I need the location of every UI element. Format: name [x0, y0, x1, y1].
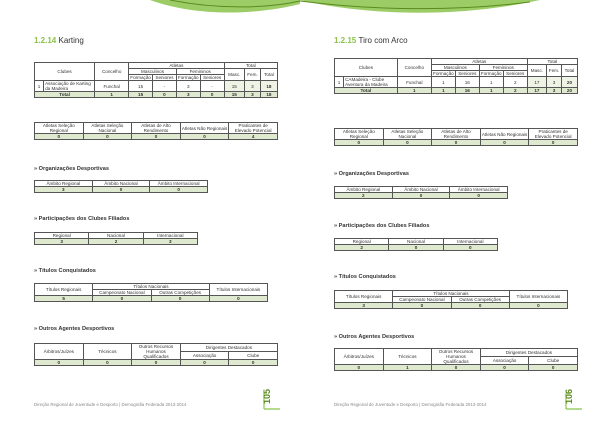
cell: 3: [245, 92, 261, 98]
total-row: [35, 92, 278, 98]
cell: 15: [129, 92, 153, 98]
cell: 3: [176, 81, 200, 92]
header-concelho: Concelho: [95, 63, 129, 81]
cell: 1: [479, 88, 503, 94]
cell: 2: [503, 77, 527, 88]
header-total: Total: [224, 63, 277, 69]
header-associacao: Associação: [480, 357, 529, 365]
header-nacional: Nacional: [389, 239, 443, 245]
cell: -: [153, 81, 177, 92]
cell: 0: [83, 134, 132, 140]
header-titulos-nacionais: Títulos Nacionais: [93, 284, 210, 290]
athletes-categories-table: [34, 122, 278, 140]
header-titulos-internacionais: Títulos Internacionais: [509, 291, 567, 303]
cell: 0: [451, 303, 509, 309]
header-ambito-regional: Âmbito Regional: [35, 181, 93, 187]
athletes-categories-table: [334, 128, 578, 146]
cell: 0: [153, 92, 177, 98]
club-name: CAMadeira - Clube Aventura da Madeira: [344, 77, 398, 88]
cell: 0: [35, 360, 84, 366]
header-seniores: Seniores: [153, 75, 177, 81]
cell: 3: [335, 303, 393, 309]
cell: 0: [209, 296, 267, 302]
cell: 2: [335, 193, 393, 199]
header-formacao: Formação: [130, 75, 151, 80]
concelho-cell: Funchal: [397, 77, 431, 88]
other-agents-table: [34, 343, 278, 366]
cell: 1: [479, 77, 503, 88]
cell: 4: [229, 134, 278, 140]
row-index: 1: [335, 77, 344, 88]
cell: 0: [92, 187, 150, 193]
cell: 15: [224, 92, 244, 98]
cell: 0: [229, 360, 278, 366]
cell: 0: [132, 360, 181, 366]
header-formacao: Formação: [480, 71, 502, 76]
right-page: [300, 0, 600, 424]
section-title: [34, 36, 84, 45]
cell: 0: [83, 360, 132, 366]
subsection-title: » Organizações Desportivas: [334, 171, 409, 177]
cell: 0: [335, 365, 384, 371]
header-total-sum: Total: [260, 69, 277, 81]
header-dirigentes: Dirigentes Destacados: [480, 349, 577, 357]
header-ambito-internacional: Âmbito Internacional: [450, 187, 508, 193]
organizations-table: [334, 186, 508, 199]
cell: 0: [35, 134, 84, 140]
cell: 18: [260, 92, 277, 98]
cell: 17: [527, 77, 546, 88]
header-internacional: Internacional: [143, 233, 197, 239]
organizations-table: [34, 180, 208, 193]
cell: 1: [383, 365, 432, 371]
cell: -: [200, 81, 224, 92]
cell: 17: [527, 88, 546, 94]
cell: 0: [432, 140, 481, 146]
page-footer: Direção Regional de Juventude e Desporto | Demografia Federada 2013-2014: [334, 402, 487, 407]
cell: 0: [93, 296, 151, 302]
header-concelho: Concelho: [397, 59, 431, 77]
header-titulos-nacionais: Títulos Nacionais: [393, 291, 510, 297]
header-tecnicos: Técnicos: [83, 344, 132, 360]
header-selecao-nacional: Atletas Seleção Nacional: [383, 129, 432, 140]
header-masc: Masc.: [224, 69, 244, 81]
header-alto-rendimento: Atletas de Alto Rendimento: [132, 123, 181, 134]
header-clube: Clube: [529, 357, 578, 365]
cell: 0: [335, 140, 384, 146]
cell: 0: [180, 360, 229, 366]
cell: 2: [89, 239, 143, 245]
cell: 0: [509, 303, 567, 309]
subsection-title: » Organizações Desportivas: [34, 166, 109, 172]
cell: 0: [480, 140, 529, 146]
header-clube: Clube: [229, 352, 278, 360]
header-titulos-regionais: Títulos Regionais: [35, 284, 93, 296]
header-total: Total: [527, 59, 577, 65]
decorative-swoosh-graphic: [0, 0, 300, 30]
cell: 3: [245, 81, 261, 92]
section-number: 1.2.14: [34, 36, 57, 45]
cell: 3: [35, 239, 89, 245]
header-recursos-humanos: Outros Recursos Humanos Qualificados: [432, 349, 481, 365]
total-label: Total: [335, 88, 398, 94]
cell: 0: [480, 365, 529, 371]
cell: 3: [547, 77, 562, 88]
titles-table: [34, 283, 268, 302]
cell: 0: [383, 140, 432, 146]
participations-table: [34, 232, 198, 245]
page-number: [564, 389, 586, 411]
cell: 1: [397, 88, 431, 94]
header-elevado-potencial: Praticantes de Elevado Potencial: [229, 123, 278, 134]
header-selecao-regional: Atletas Seleção Regional: [335, 129, 384, 140]
header-internacional: Internacional: [443, 239, 497, 245]
section-name: Karting: [58, 36, 84, 45]
club-name: Associação de Karting da Madeira: [44, 81, 95, 92]
header-femininos: Femininos: [176, 69, 224, 75]
header-clubes: Clubes: [35, 63, 95, 81]
cell: 0: [529, 140, 578, 146]
header-selecao-nacional: Atletas Seleção Nacional: [83, 123, 132, 134]
cell: 0: [180, 134, 229, 140]
header-masc: Masc.: [527, 65, 546, 77]
header-recursos-humanos: Outros Recursos Humanos Qualificados: [132, 344, 181, 360]
page-number-text: 106: [564, 389, 574, 405]
total-row: [335, 88, 578, 94]
cell: 18: [260, 81, 277, 92]
header-outras-competicoes: Outras Competições: [151, 290, 209, 296]
subsection-title: » Participações dos Clubes Filiados: [334, 223, 430, 229]
cell: 15: [129, 81, 153, 92]
header-seniores: Seniores: [200, 75, 224, 81]
row-index: 1: [35, 81, 44, 92]
clubs-athletes-table: [334, 58, 578, 94]
cell: 16: [455, 77, 479, 88]
titles-table: [334, 290, 568, 309]
cell: 0: [393, 303, 451, 309]
header-clubes: Clubes: [335, 59, 398, 77]
header-fem: Fem.: [547, 65, 562, 77]
header-masculinos: Masculinos: [129, 69, 177, 75]
total-label: Total: [35, 92, 95, 98]
cell: 0: [432, 365, 481, 371]
cell: 3: [35, 187, 93, 193]
header-arbitros: Árbitros/Juízes: [35, 344, 84, 360]
concelho-cell: Funchal: [95, 81, 129, 92]
cell: 0: [200, 92, 224, 98]
section-title: [334, 36, 408, 45]
cell: 0: [443, 245, 497, 251]
header-titulos-regionais: Títulos Regionais: [335, 291, 393, 303]
subsection-title: » Outros Agentes Desportivos: [334, 334, 415, 340]
cell: 0: [151, 296, 209, 302]
page-footer: Direção Regional de Juventude e Desporto | Demografia Federada 2013-2014: [34, 402, 187, 407]
cell: 15: [224, 81, 244, 92]
header-associacao: Associação: [180, 352, 229, 360]
header-masculinos: Masculinos: [431, 65, 479, 71]
header-regional: Regional: [35, 233, 89, 239]
header-femininos: Femininos: [479, 65, 527, 71]
cell: 1: [431, 88, 455, 94]
section-number: 1.2.15: [334, 36, 357, 45]
cell: 0: [389, 245, 443, 251]
table-row: [335, 77, 578, 88]
participations-table: [334, 238, 498, 251]
header-alto-rendimento: Atletas de Alto Rendimento: [432, 129, 481, 140]
header-ambito-internacional: Âmbito Internacional: [150, 181, 208, 187]
header-nao-regionais: Atletas Não Regionais: [180, 123, 229, 134]
cell: 0: [529, 365, 578, 371]
header-tecnicos: Técnicos: [383, 349, 432, 365]
subsection-title: » Outros Agentes Desportivos: [34, 326, 115, 332]
subsection-title: » Títulos Conquistados: [334, 274, 396, 280]
header-total-sum: Total: [561, 65, 577, 77]
header-fem: Fem.: [245, 69, 261, 81]
subsection-title: » Participações dos Clubes Filiados: [34, 216, 130, 222]
page-number-text: 105: [262, 389, 272, 405]
header-seniores: Seniores: [503, 71, 527, 77]
cell: 3: [176, 92, 200, 98]
table-row: [35, 81, 278, 92]
header-atletas: Atletas: [129, 63, 224, 69]
cell: 2: [335, 245, 389, 251]
header-selecao-regional: Atletas Seleção Regional: [35, 123, 84, 134]
cell: 0: [132, 134, 181, 140]
other-agents-table: [334, 348, 578, 371]
cell: 3: [143, 239, 197, 245]
header-formacao: Formação: [177, 75, 199, 80]
cell: 20: [561, 77, 577, 88]
decorative-swoosh-graphic: [300, 0, 600, 30]
header-atletas: Atletas: [431, 59, 527, 65]
cell: 3: [547, 88, 562, 94]
subsection-title: » Títulos Conquistados: [34, 268, 96, 274]
cell: 20: [561, 88, 577, 94]
cell: 1: [431, 77, 455, 88]
header-elevado-potencial: Praticantes de Elevado Potencial: [529, 129, 578, 140]
header-outras-competicoes: Outras Competições: [451, 297, 509, 303]
header-campeonato-nacional: Campeonato Nacional: [93, 290, 151, 296]
cell: 1: [95, 92, 129, 98]
cell: 0: [150, 187, 208, 193]
header-ambito-nacional: Âmbito Nacional: [92, 181, 150, 187]
header-campeonato-nacional: Campeonato Nacional: [393, 297, 451, 303]
header-nacional: Nacional: [89, 233, 143, 239]
header-ambito-regional: Âmbito Regional: [335, 187, 393, 193]
header-seniores: Seniores: [455, 71, 479, 77]
page-number: [262, 389, 284, 411]
section-name: Tiro com Arco: [358, 36, 408, 45]
cell: 0: [450, 193, 508, 199]
cell: 2: [503, 88, 527, 94]
header-arbitros: Árbitros/Juízes: [335, 349, 384, 365]
header-regional: Regional: [335, 239, 389, 245]
header-ambito-nacional: Âmbito Nacional: [392, 187, 450, 193]
cell: 0: [392, 193, 450, 199]
clubs-athletes-table: [34, 62, 278, 98]
header-formacao: Formação: [433, 71, 454, 76]
header-dirigentes: Dirigentes Destacados: [180, 344, 277, 352]
cell: 16: [455, 88, 479, 94]
cell: 5: [35, 296, 93, 302]
header-nao-regionais: Atletas Não Regionais: [480, 129, 529, 140]
header-titulos-internacionais: Títulos Internacionais: [209, 284, 267, 296]
